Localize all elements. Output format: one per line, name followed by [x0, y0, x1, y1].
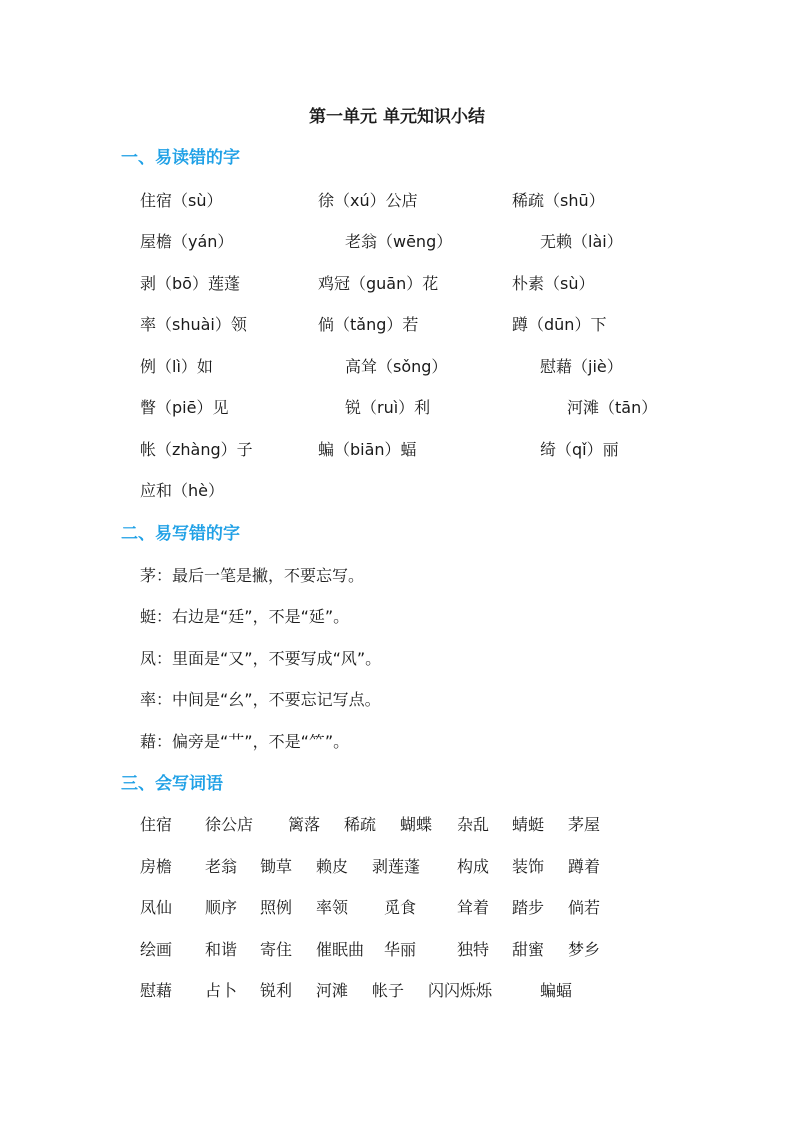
word-item: 慰藉: [140, 981, 173, 1000]
word-item: 蝴蝶: [400, 815, 433, 834]
note-line: 率：中间是“幺”，不要忘记写点。: [140, 690, 381, 709]
pinyin-entry: 蝙（biān）蝠: [318, 440, 417, 459]
section-heading-3: 三、会写词语: [121, 774, 223, 794]
word-item: 杂乱: [457, 815, 490, 834]
pinyin-entry: 应和（hè）: [140, 481, 224, 500]
word-item: 华丽: [384, 940, 417, 959]
word-item: 稀疏: [344, 815, 377, 834]
pinyin-entry: 屋檐（yán）: [140, 232, 234, 251]
note-line: 凤：里面是“又”，不要写成“风”。: [140, 649, 382, 668]
word-item: 帐子: [372, 981, 405, 1000]
word-item: 蹲着: [568, 857, 601, 876]
word-item: 蝙蝠: [540, 981, 573, 1000]
word-item: 住宿: [140, 815, 173, 834]
pinyin-entry: 慰藉（jiè）: [540, 357, 623, 376]
word-item: 梦乡: [568, 940, 601, 959]
word-item: 篱落: [288, 815, 321, 834]
word-item: 锐利: [260, 981, 293, 1000]
word-item: 甜蜜: [512, 940, 545, 959]
pinyin-entry: 帐（zhàng）子: [140, 440, 253, 459]
word-item: 房檐: [140, 857, 173, 876]
word-item: 和谐: [205, 940, 238, 959]
pinyin-entry: 鸡冠（guān）花: [318, 274, 439, 293]
word-item: 闪闪烁烁: [428, 981, 493, 1000]
pinyin-entry: 稀疏（shū）: [512, 191, 605, 210]
pinyin-entry: 徐（xú）公店: [318, 191, 418, 210]
word-item: 占卜: [205, 981, 238, 1000]
word-item: 凤仙: [140, 898, 173, 917]
pinyin-entry: 倘（tǎng）若: [318, 315, 419, 334]
note-line: 蜓：右边是“廷”，不是“延”。: [140, 607, 350, 626]
word-item: 徐公店: [205, 815, 254, 834]
pinyin-entry: 住宿（sù）: [140, 191, 223, 210]
section-heading-2: 二、易写错的字: [121, 524, 240, 544]
word-item: 催眠曲: [316, 940, 365, 959]
section-heading-1: 一、易读错的字: [121, 148, 240, 168]
pinyin-entry: 高耸（sǒng）: [345, 357, 448, 376]
note-line: 藉：偏旁是“艹”，不是“⺮”。: [140, 732, 350, 751]
word-item: 剥莲蓬: [372, 857, 421, 876]
word-item: 率领: [316, 898, 349, 917]
word-item: 蜻蜓: [512, 815, 545, 834]
word-item: 装饰: [512, 857, 545, 876]
word-item: 倘若: [568, 898, 601, 917]
note-line: 茅：最后一笔是撇，不要忘写。: [140, 566, 365, 585]
pinyin-entry: 蹲（dūn）下: [512, 315, 607, 334]
word-item: 构成: [457, 857, 490, 876]
pinyin-entry: 锐（ruì）利: [345, 398, 431, 417]
word-item: 寄住: [260, 940, 293, 959]
pinyin-entry: 率（shuài）领: [140, 315, 247, 334]
word-item: 茅屋: [568, 815, 601, 834]
word-item: 老翁: [205, 857, 238, 876]
word-item: 觅食: [384, 898, 417, 917]
word-item: 赖皮: [316, 857, 349, 876]
word-item: 顺序: [205, 898, 238, 917]
pinyin-entry: 绮（qǐ）丽: [540, 440, 619, 459]
page-title: 第一单元 单元知识小结: [309, 107, 485, 127]
word-item: 踏步: [512, 898, 545, 917]
pinyin-entry: 剥（bō）莲蓬: [140, 274, 240, 293]
word-item: 耸着: [457, 898, 490, 917]
pinyin-entry: 无赖（lài）: [540, 232, 623, 251]
pinyin-entry: 瞥（piē）见: [140, 398, 229, 417]
word-item: 照例: [260, 898, 293, 917]
pinyin-entry: 朴素（sù）: [512, 274, 595, 293]
pinyin-entry: 例（lì）如: [140, 357, 213, 376]
pinyin-entry: 河滩（tān）: [567, 398, 658, 417]
word-item: 绘画: [140, 940, 173, 959]
word-item: 锄草: [260, 857, 293, 876]
word-item: 河滩: [316, 981, 349, 1000]
word-item: 独特: [457, 940, 490, 959]
pinyin-entry: 老翁（wēng）: [345, 232, 453, 251]
